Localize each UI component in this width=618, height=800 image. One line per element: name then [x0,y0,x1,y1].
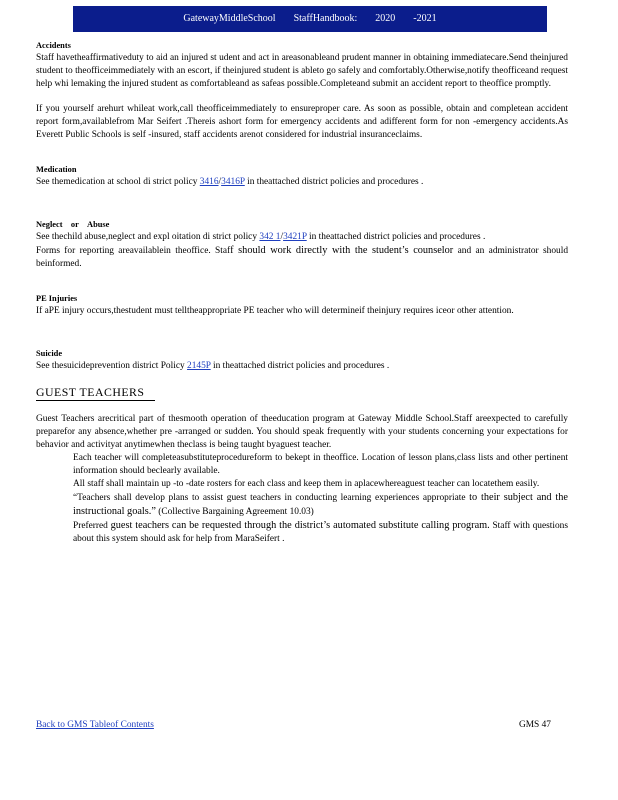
policy-3416p-link[interactable]: 3416P [221,177,245,187]
bullet-text-3-pre: “Teachers shall develop plans to assist guest teachers in conducting learning experiences appropriate [73,493,466,503]
handbook-content [36,40,568,546]
list-item [53,491,568,519]
neglect-text [36,231,568,244]
list-item [53,452,568,478]
neglect-forms-post: and an administrator should beinformed. [36,246,569,269]
medication-text [36,176,568,189]
back-to-contents-link[interactable]: Back to GMS Tableof Contents [36,720,154,730]
bullet-text-4-big: guest teachers can be requested through the district’s automated substitute calling program. [110,520,490,531]
page-footer [36,720,551,730]
neglect-sep: / [280,232,284,242]
neglect-forms-text [36,244,568,271]
policy-3421-link[interactable]: 342 1 [259,232,281,242]
suicide-text [36,360,568,373]
neglect-text-pre: See thechild abuse,neglect and expl oitation di strict policy [36,232,258,242]
neglect-forms-pre: Forms for reporting areavailablein theoffice. Staf [36,246,231,256]
suicide-text-pre: See thesuicideprevention district Policy [36,361,185,371]
page-header [73,6,547,32]
accidents-paragraph-2: If you yourself arehurt whileat work,call theofficeimmediately to ensureproper care. As soon as possible, obtain and completean accident report form,availablefrom Mar Seifert .Thereis ashort form for emergency accidents and adifferent form for non -emergency accidents.As Everett Public Schools is self -insured, staff accidents arenot considered for industrial insuranceclaims. [36,104,568,140]
header-handbook: StaffHandbook: [293,13,358,24]
accidents-heading: Accidents [36,41,71,50]
medication-text-post: in theattached district policies and procedures . [247,177,424,187]
medication-heading: Medication [36,165,77,174]
pe-injuries-text: If aPE injury occurs,thestudent must telltheappropriate PE teacher who will determineif theinjury requires iceor other attention. [36,306,514,316]
header-year-end: -2021 [413,13,437,24]
pe-injuries-heading: PE Injuries [36,294,78,303]
policy-3416-link[interactable]: 3416 [199,177,219,187]
medication-sep: / [218,177,222,187]
guest-teachers-title: GUEST TEACHERS [36,385,155,401]
bullet-text-4-post: Staff with questions about this system should ask for help from MaraSeifert . [73,521,569,544]
header-school: GatewayMiddleSchool [183,13,276,24]
bullet-text-3-big: to their subject and the instructional goals.” [73,492,568,517]
bullet-text-4-pre: Preferred [73,521,108,531]
neglect-heading-b: or [70,220,79,229]
neglect-text-post: in theattached district policies and procedures . [309,232,486,242]
guest-teachers-list [36,452,568,546]
list-item [53,519,568,546]
page-number: GMS 47 [518,720,551,730]
policy-3421p-link[interactable]: 3421P [283,232,307,242]
suicide-heading: Suicide [36,349,63,358]
policy-2145p-link[interactable]: 2145P [187,361,211,371]
bullet-text-3-post: (Collective Bargaining Agreement 10.03) [158,507,314,517]
neglect-heading [36,219,568,231]
neglect-forms-big: f should work directly with the student’s counselor [230,245,454,256]
list-item [53,478,568,491]
neglect-heading-a: Neglect [36,220,63,229]
bullet-text-2: All staff shall maintain up -to -date rosters for each class and keep them in aplacewhereaguest teacher can locatethem easily. [73,479,540,489]
bullet-text-1: Each teacher will completeasubstituteprocedureform to bekept in theoffice. Location of lesson plans,class lists and other pertinent information should beclearly available. [73,453,568,476]
header-year-start: 2020 [375,13,396,24]
suicide-text-post: in theattached district policies and procedures . [212,361,390,371]
medication-text-pre: See themedication at school di strict policy [36,177,198,187]
neglect-heading-c: Abuse [87,220,110,229]
accidents-paragraph-1: Staff havetheaffirmativeduty to aid an injured st udent and act in areasonableand prudent manner in obtaining immediatecare.Send theinjured student to theofficeimmediately with an escort, if theinjured student is ableto go safely and comfortably.Otherwise,notify theofficeand request help whi lemaking the injured student as comfortableand as safeas possible.Completeand submit an accident report to theoffice promptly. [36,53,568,89]
guest-teachers-intro: Guest Teachers arecritical part of thesmooth operation of theeducation program at Gateway Middle School.Staff areexpected to carefully preparefor any absence,whether pre -arranged or sudden. You should speak frequently with your students concerning your expectations for behavior and activityat anytimewhen theclass is being taught byaguest teacher. [36,414,568,450]
